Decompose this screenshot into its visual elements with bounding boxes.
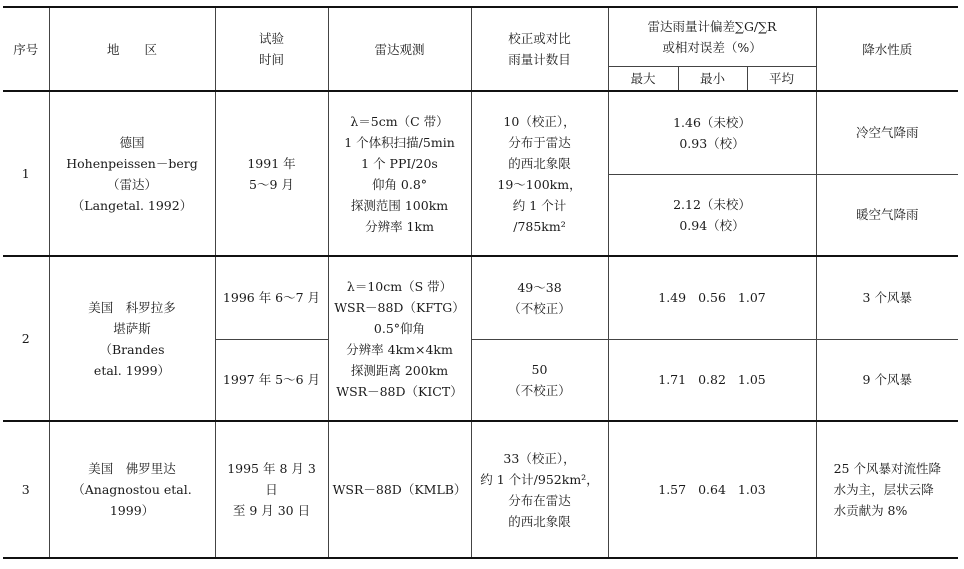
header-period: 试验 时间 [215, 7, 328, 91]
row-nature: 暖空气降雨 [816, 174, 958, 256]
header-bias-min: 最小 [678, 66, 747, 91]
row-no: 2 [3, 256, 49, 421]
table-row [3, 421, 958, 558]
row-period: 1991 年 5～9 月 [215, 91, 328, 256]
row-nature: 9 个风暴 [816, 339, 958, 421]
bias-avg: 1.03 [737, 482, 766, 497]
bias-max: 1.71 [658, 372, 687, 388]
bias-min: 0.56 [698, 290, 726, 306]
header-bias: 雷达雨量计偏差∑G/∑R 或相对误差（%） [608, 7, 816, 66]
header-row [3, 7, 958, 66]
bias-avg: 1.07 [737, 290, 766, 306]
row-no: 1 [3, 91, 49, 256]
header-radar: 雷达观测 [328, 7, 471, 91]
row-gauges: 50 （不校正） [471, 339, 608, 421]
row-period: 1997 年 5～6 月 [215, 339, 328, 421]
row-bias: 2.12（未校） 0.94（校） [608, 174, 816, 256]
table-row [3, 91, 958, 174]
row-radar: λ＝10cm（S 带） WSR－88D（KFTG） 0.5°仰角 分辨率 4km×4km 探测距离 200km WSR－88D（KICT） [328, 256, 471, 421]
header-gauges: 校正或对比 雨量计数目 [471, 7, 608, 91]
row-gauges: 10（校正）， 分布于雷达 的西北象限 19～100km， 约 1 个计 /785km² [471, 91, 608, 256]
row-gauges: 49～38 （不校正） [471, 256, 608, 339]
row-period: 1996 年 6～7 月 [215, 256, 328, 339]
table-row [3, 256, 958, 339]
row-nature: 25 个风暴对流性降 水为主，层状云降 水贡献为 8% [833, 461, 941, 518]
row-nature-cell [816, 421, 958, 558]
row-bias-stats [608, 256, 816, 339]
row-nature: 3 个风暴 [816, 256, 958, 339]
row-no: 3 [3, 421, 49, 558]
row-bias-stats [608, 339, 816, 421]
bias-max: 1.49 [658, 290, 687, 306]
row-nature: 冷空气降雨 [816, 91, 958, 174]
header-bias-max: 最大 [608, 66, 678, 91]
row-bias-stats [608, 421, 816, 558]
bias-min: 0.82 [698, 372, 726, 388]
row-gauges: 33（校正）， 约 1 个计/952km²， 分布在雷达 的西北象限 [471, 421, 608, 558]
row-radar: λ＝5cm（C 带） 1 个体积扫描/5min 1 个 PPI/20s 仰角 0.8° 探测范围 100km 分辨率 1km [328, 91, 471, 256]
radar-gauge-comparison-table [3, 6, 958, 559]
bias-max: 1.57 [658, 482, 687, 497]
row-region: 美国 佛罗里达 （Anagnostou etal. 1999） [49, 421, 215, 558]
row-region: 德国 Hohenpeissen－berg （雷达） （Langetal. 1992） [49, 91, 215, 256]
header-no: 序号 [3, 7, 49, 91]
header-region: 地 区 [49, 7, 215, 91]
row-period: 1995 年 8 月 3 日 至 9 月 30 日 [215, 421, 328, 558]
row-radar: WSR－88D（KMLB） [328, 421, 471, 558]
row-bias: 1.46（未校） 0.93（校） [608, 91, 816, 174]
header-nature: 降水性质 [816, 7, 958, 91]
row-region: 美国 科罗拉多 堪萨斯 （Brandes etal. 1999） [49, 256, 215, 421]
bias-avg: 1.05 [737, 372, 766, 388]
header-bias-avg: 平均 [747, 66, 816, 91]
bias-min: 0.64 [698, 482, 726, 497]
